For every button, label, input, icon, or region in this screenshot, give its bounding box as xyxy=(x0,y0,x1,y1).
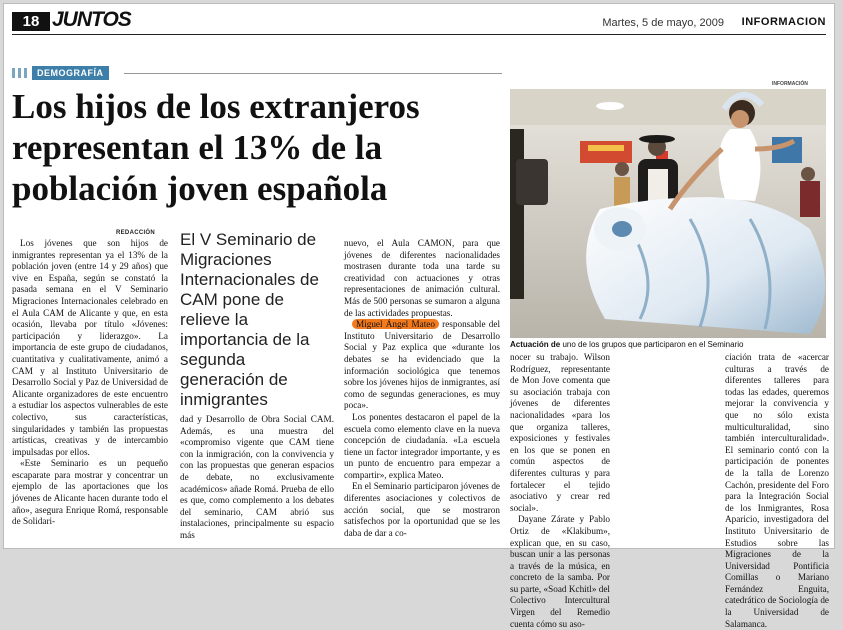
photo-caption xyxy=(510,340,830,349)
headline: Los hijos de los extranjeros representan el 13% de la población joven española xyxy=(12,87,420,208)
section-title: JUNTOS xyxy=(52,8,131,31)
kicker-bar xyxy=(12,68,15,78)
photo-credit: INFORMACIÓN xyxy=(772,81,808,87)
kicker-bar xyxy=(24,68,27,78)
paragraph: Dayane Zárate y Pablo Ortiz de «Klakibum», explican que, en su caso, buscan unir a las personas a través de la música, en concreto de la samba. Por su parte, «Soad Kchitl» del Colectivo Intercultural Virgen del Remedio cuenta cómo su aso- xyxy=(510,514,610,629)
paragraph: nuevo, el Aula CAMON, para que jóvenes de diferentes nacionalidades mostrasen durante toda una tarde su creatividad con actuaciones y otras representaciones de animación cultural. Más de 500 personas se sumaron a alguna de las actividades propuestas. xyxy=(344,238,500,318)
paragraph-text: responsable del Instituto Universitario de Desarrollo Social y Paz explica que «durante los debates se ha evidenciado que la información sociológica que tenemos sobre los jóvenes hijos de inmigrantes, así como de segundas generaciones, es muy poca». xyxy=(344,319,500,411)
article-column-4 xyxy=(510,352,610,630)
paragraph: nocer su trabajo. Wilson Rodríguez, representante de Mon Jove comenta que su asociación trabaja con jóvenes de diferentes nacionalidades «para los que organiza talleres, exposiciones y festivales en los que se ponen en común aspectos de diferentes culturas y para fortalecer el tejido asociativo y crear red social». xyxy=(510,352,610,513)
article-column-2 xyxy=(180,414,334,542)
kicker-label: DEMOGRAFÍA xyxy=(32,66,109,80)
page-header xyxy=(12,10,826,35)
paragraph xyxy=(344,319,500,412)
newspaper-name: INFORMACION xyxy=(741,16,826,28)
paragraph: Los ponentes destacaron el papel de la escuela como elemento clave en la nueva concepción de ciudadanía. «La escuela tiene un factor integrador importante, y es un punto de encuentro para empezar a compartir», explica Mateo. xyxy=(344,411,500,480)
paragraph: Los jóvenes que son hijos de inmigrantes representan ya el 13% de la población joven (entre 14 y 29 años) que vive en España, según se constató la pasada semana en el V Seminario Migraciones Internacionales celebrado en el Aula CAM de Alicante y que, en esta ocasión, llevaba por título «Jóvenes: participación y liderazgo». La importancia de este grupo de ciudadanos, cuantitativa y cualitativamente, animó a CAM y al Instituto Universitario de Desarrollo Social y Paz de Universidad de Alicante organizadores de este encuentro a estudiar los aspectos vulnerables de este colectivo, sus características, singularidades y también las propuestas artísticas, creativas y de intercambio impulsadas por ellos. xyxy=(12,238,168,457)
article-column-1 xyxy=(12,238,168,528)
kicker-bar xyxy=(18,68,21,78)
pull-quote: El V Seminario de Migraciones Internacionales de CAM pone de relieve la importancia de la segunda generación de inmigrantes xyxy=(180,230,319,409)
caption-lead: Actuación de xyxy=(510,340,561,349)
newspaper-page xyxy=(4,4,834,629)
paragraph: «Este Seminario es un pequeño escaparate para mostrar y concentrar un ejemplo de las aportaciones que los jóvenes de Alicante hacen durante todo el año», asegura Enrique Romá, responsable de Solidari- xyxy=(12,458,168,527)
caption-text: uno de los grupos que participaron en el Seminario xyxy=(562,340,744,349)
page-number: 18 xyxy=(12,12,50,31)
paragraph: En el Seminario participaron jóvenes de diferentes asociaciones y colectivos de acción social, que se mostraron satisfechos por la oportunidad que se les daba de dar a co- xyxy=(344,481,500,538)
paragraph: ciación trata de «acercar culturas a través de diferentes talleres para todas las edades, queremos mejorar la convivencia y que no sólo exista multiculturalidad, sino también interculturalidad». El seminario contó con la participación de ponentes de la talla de Lorenzo Cachón, presidente del Foro para la Integración Social de los Inmigrantes, Rosa Aparicio, investigadora del Instituto Universitario de Estudios sobre las Migraciones de la Universidad Pontificia Comillas o Mariano Fernández Enguita, catedrático de Sociología de la Universidad de Salamanca. xyxy=(725,352,829,629)
issue-date: Martes, 5 de mayo, 2009 xyxy=(602,17,724,29)
dancers-photo xyxy=(510,89,826,338)
kicker-rule xyxy=(124,73,502,74)
byline: REDACCIÓN xyxy=(116,230,156,236)
article-column-3 xyxy=(344,238,500,539)
highlighted-name: Miguel Ángel Mateo xyxy=(352,319,439,329)
article-column-6 xyxy=(725,352,829,630)
paragraph: dad y Desarrollo de Obra Social CAM. Además, es una muestra del «compromiso vigente que CAM tiene con la inmigración, con la convivencia y con las propuestas que generan espacios de debate, no exclusivamente académicos» añade Romá. Prueba de ello es que, como complemento a los debates del seminario, CAM abrió sus instalaciones, principalmente su espacio más xyxy=(180,414,334,540)
